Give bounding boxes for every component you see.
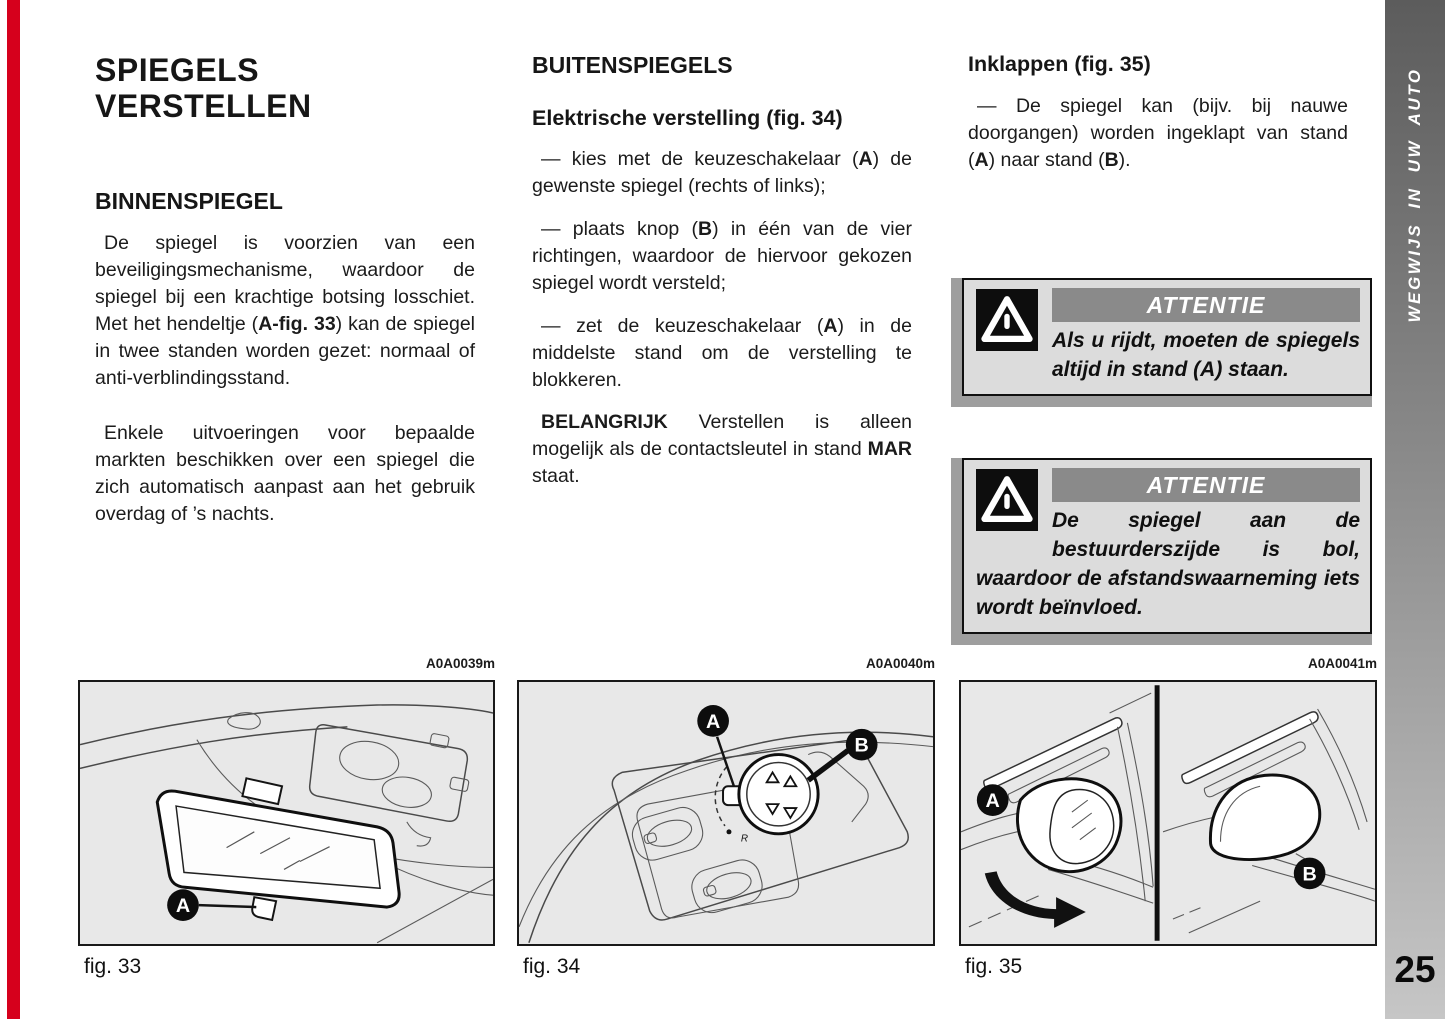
paragraph (95, 230, 475, 392)
warning-text: Als u rijdt, moeten de spiegels altijd in stand (A) staan. (1052, 329, 1360, 381)
section-tab-sidebar (1385, 0, 1445, 1019)
text-segment: De spiegel is voorzien van een beveiligingsmechanisme, waardoor de spiegel bij een krachtige botsing losschiet. Met het hendeltje ( (95, 232, 475, 335)
text-segment-bold: B (1104, 149, 1119, 171)
callout-b-label: B (854, 734, 869, 757)
text-segment-bold: A (974, 149, 989, 171)
callout-a-label: A (705, 710, 721, 733)
warning-box-2 (951, 458, 1372, 645)
text-segment-bold: A (823, 315, 838, 337)
figure-35 (959, 656, 1377, 979)
warning-panel (962, 278, 1372, 396)
figure-33 (78, 656, 495, 979)
fig34-mirror-switch-illustration (519, 682, 933, 944)
text-segment: — De spiegel kan (bijv. bij nauwe doorgangen) worden ingeklapt van stand ( (968, 95, 1348, 171)
text-segment-bold: B (698, 218, 713, 240)
figure-caption: fig. 33 (84, 955, 142, 978)
text-segment: — kies met de keuzeschakelaar ( (541, 148, 859, 170)
warning-header: ATTENTIE (1052, 468, 1360, 502)
text-segment-bold: A-fig. 33 (258, 313, 336, 335)
callout-b-label: B (1302, 863, 1317, 886)
warning-text: De spiegel aan de bestuurderszijde is bol, waardoor de afstandswaarneming iets wordt beïnvloed. (976, 509, 1360, 619)
text-segment: — plaats knop ( (541, 218, 698, 240)
svg-text:R: R (740, 833, 749, 845)
paragraph (95, 420, 475, 528)
section-heading-buitenspiegels: BUITENSPIEGELS (532, 52, 733, 78)
figure-caption: fig. 34 (523, 955, 581, 978)
figure-box (517, 680, 935, 946)
text-segment: ). (1118, 149, 1131, 171)
fig33-interior-mirror-illustration (80, 682, 493, 944)
page-number: 25 (1394, 949, 1436, 990)
callout-a-label: A (985, 790, 1000, 813)
bullet-paragraph (532, 146, 912, 200)
subheading-elektrische-verstelling: Elektrische verstelling (fig. 34) (532, 106, 843, 130)
section-heading-binnenspiegel: BINNENSPIEGEL (95, 188, 283, 214)
figure-34 (517, 656, 935, 979)
warning-triangle-glyph (980, 293, 1034, 347)
figure-code: A0A0039m (425, 656, 495, 671)
text-segment: ) naar stand ( (988, 149, 1105, 171)
text-segment: staat. (532, 465, 580, 487)
text-segment: — zet de keuzeschakelaar ( (541, 315, 824, 337)
bullet-paragraph (968, 93, 1348, 174)
text-segment: Verstellen is alleen mogelijk als de contactsleutel in stand (532, 411, 912, 460)
warning-header: ATTENTIE (1052, 288, 1360, 322)
figure-code: A0A0041m (1307, 656, 1377, 671)
warning-panel (962, 458, 1372, 634)
warning-box-1 (951, 278, 1372, 407)
figure-box (78, 680, 495, 946)
column-binnenspiegel (95, 52, 475, 528)
bullet-paragraph (532, 216, 912, 297)
figure-code: A0A0040m (865, 656, 935, 671)
figure-caption: fig. 35 (965, 955, 1023, 978)
text-segment: ) de gewenste spiegel (rechts of links); (532, 148, 912, 197)
important-note (532, 409, 912, 490)
bullet-paragraph (532, 313, 912, 394)
text-segment: ) in één van de vier richtingen, waardoor de hiervoor gekozen spiegel wordt versteld; (532, 218, 912, 294)
warning-triangle-icon (976, 289, 1038, 351)
warning-triangle-icon (976, 469, 1038, 531)
page-title: SPIEGELS VERSTELLEN (95, 52, 312, 124)
column-buitenspiegels (532, 52, 912, 490)
text-segment-bold: MAR (867, 438, 912, 460)
subheading-inklappen: Inklappen (fig. 35) (968, 52, 1151, 76)
text-segment: ) kan de spiegel in twee standen worden gezet: normaal of anti-verblindingsstand. (95, 313, 476, 389)
column-inklappen (968, 52, 1348, 174)
fig35-folding-mirror-illustration (961, 682, 1375, 944)
callout-a-label: A (175, 895, 191, 918)
section-tab-label: WEGWIJS IN UW AUTO (1405, 67, 1424, 323)
text-segment-bold: A (858, 148, 873, 170)
figure-box (959, 680, 1377, 946)
text-segment-bold: BELANGRIJK (541, 411, 668, 433)
warning-triangle-glyph (980, 473, 1034, 527)
page-edge-red-bar (7, 0, 20, 1019)
text-segment: ) in de middelste stand om de verstelling te blokkeren. (532, 315, 912, 391)
text-segment: Enkele uitvoeringen voor bepaalde markten beschikken over een spiegel die zich automatisch aanpast aan het gebruik overdag of ’s nachts. (95, 422, 475, 525)
